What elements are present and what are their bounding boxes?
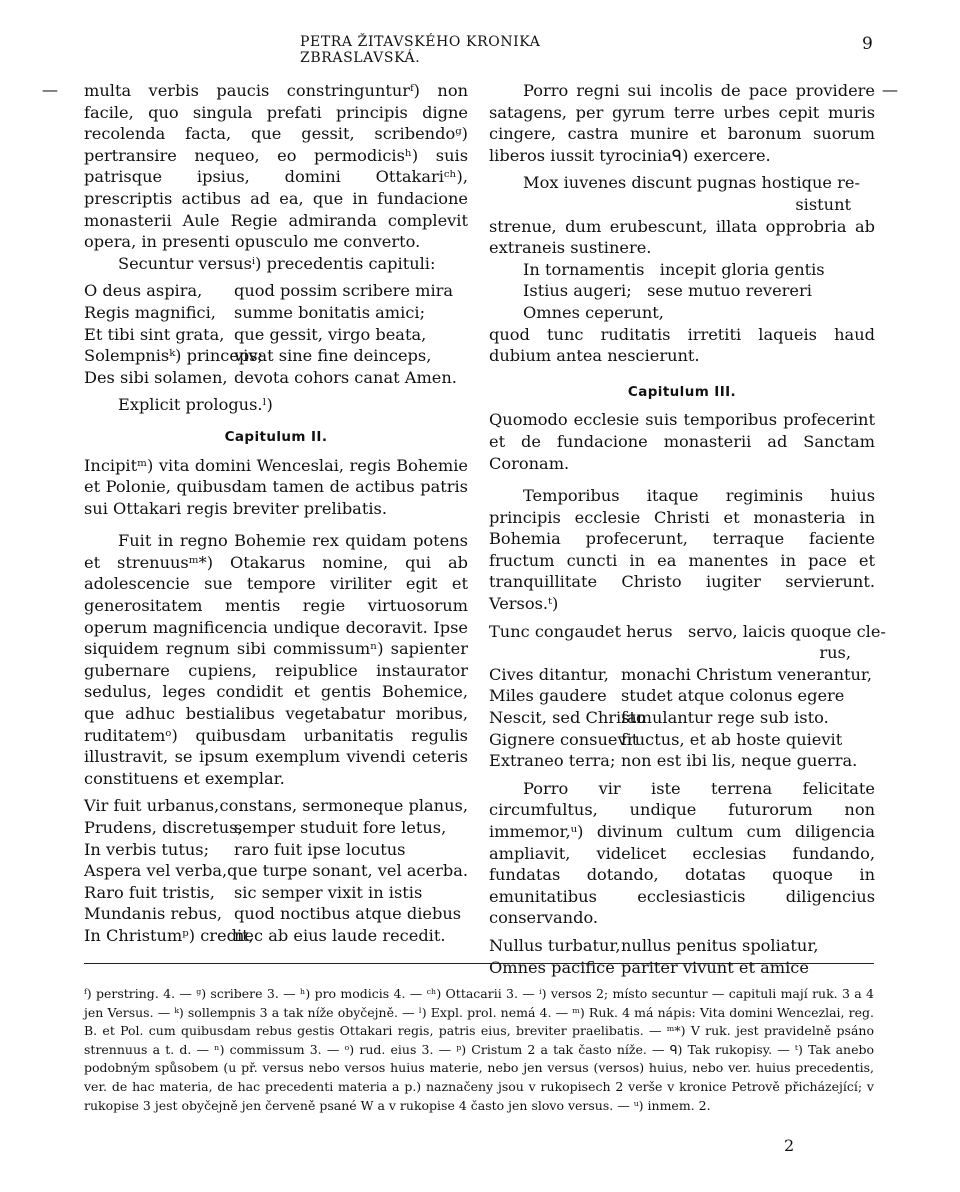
left-paragraph-1: multa verbis paucis constringunturᶠ) non facile, quo singula prefati principis digne recolenda facta, que gessit, scribendoᵍ) pertransire nequeo, eo permodicisʰ) suis patrisque ipsius, domini Ottakariᶜʰ), prescriptis actibus ad ea, que in fundacione monasterii Aule Regie admiranda complevit opera, in presenti opusculo me converto. — [84, 81, 468, 252]
verse-line: Mundanis rebus, quod noctibus atque diebus — [84, 904, 462, 924]
verse-line: Et tibi sint grata, que gessit, virgo beata, — [84, 324, 427, 344]
verse-line: Regis magnifici, summe bonitatis amici; — [84, 302, 426, 322]
verse-line: Cives ditantur, monachi Christum venerantur, — [489, 664, 873, 684]
right-paragraph-verse-cont: strenue, dum erubescunt, illata opprobria ab extraneis sustinere. — [489, 216, 875, 258]
verse-line: Mox iuvenes discunt pugnas hostique re- — [523, 173, 860, 193]
verse-line: In tornamentis incepit gloria gentis — [523, 259, 825, 279]
verse-line: In verbis tutus; raro fuit ipse locutus — [84, 839, 406, 859]
right-paragraph-1: Porro regni sui incolis de pace providere satagens, per gyrum terre urbes cepit muris cingere, castra munire et baronum suorum liberos iussit tyrociniaᑫ) exercere. — [489, 81, 875, 165]
verse-line: Nullus turbatur, nullus penitus spoliatur, — [489, 935, 819, 955]
verse-line: Gignere consuevit fructus, et ab hoste quievit — [489, 729, 843, 749]
verse-line: In Christumᵖ) credit, nec ab eius laude recedit. — [84, 925, 446, 945]
signature-mark: 2 — [784, 1136, 795, 1155]
margin-dash-left: — — [42, 80, 58, 99]
verse-line: Extraneo terra; non est ibi lis, neque guerra. — [489, 751, 858, 771]
verse-line: Aspera vel verba, que turpe sonant, vel acerba. — [84, 861, 469, 881]
verse-block-4 — [489, 935, 875, 978]
left-column — [84, 80, 468, 947]
verse-block-2 — [84, 795, 468, 946]
explicit-prologus: Explicit prologus.ˡ) — [118, 395, 273, 415]
verse-line: Miles gaudere studet atque colonus egere — [489, 686, 845, 706]
left-paragraph-3: Fuit in regno Bohemie rex quidam potens et strenuusᵐ*) Otakarus nomine, qui ab adolescencie sue tempore viriliter egit et generositatem mentis regie virtuosorum operum magnificencia undique decoravit. Ipse siquidem regnum sibi commissumⁿ) sapienter gubernare cupiens, reipublice instaurator sedulus, leges condidit et gentis Bohemice, que adhuc bestialibus vegetabatur moribus, ruditatemᵒ) quibusdam urbanitatis regulis illustravit, se ipsum exemplum vivendi ceteris constituens et exemplar. — [84, 531, 468, 788]
verse-line: Des sibi solamen, devota cohors canat Amen. — [84, 367, 457, 387]
verse-line: Istius augeri; sese mutuo revereri — [523, 281, 812, 301]
page-number: 9 — [862, 34, 873, 54]
verse-block-1 — [84, 280, 468, 388]
verse-line: Raro fuit tristis, sic semper vixit in istis — [84, 882, 423, 902]
verse-line: Omnes pacifice pariter vivunt et amice — [489, 957, 809, 977]
verse-carryover: sistunt — [795, 194, 851, 214]
right-column — [489, 80, 886, 978]
verse-line: Vir fuit urbanus, constans, sermoneque planus, — [84, 796, 468, 816]
left-paragraph-2: Secuntur versusⁱ) precedentis capituli: — [118, 253, 436, 273]
chapter-2-incipit: Incipitᵐ) vita domini Wenceslai, regis Bohemie et Polonie, quibusdam tamen de actibus patris sui Ottakari regis breviter prelibatis. — [84, 455, 468, 518]
footnotes — [84, 985, 874, 1115]
verse-line: Omnes ceperunt, — [523, 302, 664, 322]
verse-carryover: rus, — [819, 643, 851, 663]
footnote-rule — [84, 963, 874, 964]
verse-line: Tunc congaudet herus servo, laicis quoque cle- — [489, 621, 886, 641]
chapter-3-title: Quomodo ecclesie suis temporibus profecerint et de fundacione monasterii ad Sanctam Coronam. — [489, 410, 875, 473]
verse-line: Nescit, sed Christo famulantur rege sub isto. — [489, 708, 829, 728]
verse-block-3 — [489, 664, 875, 772]
verse-line: Prudens, discretus, semper studuit fore letus, — [84, 818, 447, 837]
verse-line: Solempnisᵏ) princeps; vivat sine fine deinceps, — [84, 346, 432, 366]
running-title: PETRA ŽITAVSKÉHO KRONIKA ZBRASLAVSKÁ. — [300, 34, 541, 66]
right-paragraph-4: Porro vir iste terrena felicitate circumfultus, undique futurorum non immemor,ᵘ) divinum cultum cum diligencia ampliavit, videlicet ecclesias fundando, fundatas dotando, dotatas quoque in emunitatibus ecclesiasticis diligencius conservando. — [489, 778, 875, 928]
right-paragraph-3: Temporibus itaque regiminis huius principis ecclesie Christi et monasteria in Bohemia profecerunt, terraque faciente fructum cuncti in ea manentes in pace et tranquillitate Christo iugiter servierunt. Versos.ᵗ) — [489, 486, 875, 614]
chapter-3-heading: Capitulum III. — [627, 383, 737, 400]
footnote-text: ᶠ) perstring. 4. — ᵍ) scribere 3. — ʰ) pro modicis 4. — ᶜʰ) Ottacarii 3. — ⁱ) versos 2; místo secuntur — capituli mají ruk. 3 a 4 jen Versus. — ᵏ) sollempnis 3 a tak níže obyčejně. — ˡ) Expl. prol. nemá 4. — ᵐ) Ruk. 4 má nápis: Vita domini Wencezlai, reg. B. et Pol. cum quibusdam rebus gestis Ottakari regis, patris eius, breviter praelibatis. — ᵐ*) V ruk. jest pravidelně psáno strennuus a t. d. — ⁿ) commissum 3. — ᵒ) rud. eius 3. — ᵖ) Cristum 2 a tak často níže. — ᑫ) Tak rukopisy. — ᵗ) Tak anebo podobným spůsobem (u př. versus nebo versos huius materie, nebo jen versus (versos) huius, nebo ver. huius precedentis, ver. de hac materia, de hac precedenti materia a p.) naznačeny jsou v rukopisech 2 verše v kronice Petrově přicházející; v rukopise 3 jest obyčejně jen červeně psané W a v rukopise 4 často jen slovo versus. — ᵘ) inmem. 2. — [84, 986, 874, 1113]
verse-line: O deus aspira, quod possim scribere mira — [84, 281, 454, 301]
chapter-2-heading: Capitulum II. — [224, 428, 328, 445]
margin-dash-right: — — [882, 80, 898, 99]
right-paragraph-2: quod tunc ruditatis irretiti laqueis haud dubium antea nescierunt. — [489, 324, 875, 366]
